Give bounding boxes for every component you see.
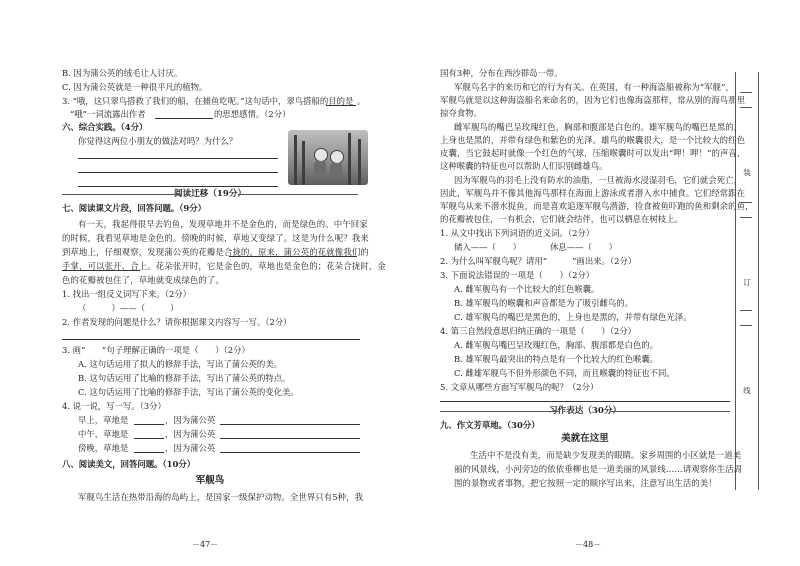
q4-blank[interactable]: [134, 438, 164, 439]
article-line: 这种喉囊的特征也可以帮助人们识别雌雄鸟。: [440, 161, 608, 171]
section-6-question: 你觉得这两位小朋友的做法对吗？为什么？: [78, 136, 238, 146]
passage-line: 到草地上，仔细观察，发现蒲公英的花瓣是合拢的。原来，蒲公英的花就像我们的: [62, 247, 369, 257]
q4-blank[interactable]: [220, 438, 360, 439]
children-illustration: [288, 130, 368, 185]
q4-row-time: 早上，草地是: [78, 415, 129, 425]
answer-line[interactable]: [78, 158, 278, 159]
q4-blank[interactable]: [220, 452, 360, 453]
passage-line: 有一天，我起得很早去钓鱼，发现草地并不是金色的，而是绿色的。中午回家: [78, 219, 368, 229]
article-line: 因此，军舰鸟并不像其他海鸟那样在海面上游泳或者潜入水中捕食。它们经常跟在: [440, 188, 746, 198]
q3-line2-text: “哦”一词流露出作者: [70, 109, 146, 119]
passage-line: 的时候，我看见草地是金色的。傍晚的时候，草地又变绿了。这是为什么呢？我来: [62, 233, 369, 243]
q1-text: 1. 从文中找出下列词语的近义词。（2分）: [440, 228, 595, 238]
underlined-sentence-mark: [62, 270, 140, 271]
article-line: 掠夺食物。: [440, 108, 482, 118]
q4-blank[interactable]: [220, 424, 360, 425]
passage-line: 色的花瓣被包住了，草地就变成绿色的了。: [62, 275, 224, 285]
article-line: 雌军舰鸟的嘴巴呈玫瑰红色，胸部和腹部是白色的。雄军舰鸟的嘴巴是黑的，: [454, 122, 743, 132]
binding-label: 订: [743, 278, 751, 287]
q3-answer-blank-1[interactable]: [326, 105, 356, 106]
binding-label: 线: [743, 386, 751, 395]
q1-text: 1. 找出一组反义词写下来。（2分）: [62, 289, 192, 299]
page-number: －48－: [575, 540, 602, 549]
q4-blank[interactable]: [134, 424, 164, 425]
article-line: 军舰鸟生活在热带沿海的岛屿上，是国家一级保护动物。全世界只有5种，我: [78, 492, 364, 502]
essay-prompt-line: 生活中不是没有美，而是缺少发现美的眼睛。家乡周围的小区就是一道美: [470, 450, 742, 460]
q4-row-time: 中午，草地是: [78, 429, 129, 439]
q4-row-reason: ，因为蒲公英: [165, 443, 216, 453]
article-line: 因为军舰鸟的羽毛上没有防水的油脂，一旦被海水浸湿羽毛，它们就会死亡，: [454, 175, 743, 185]
q3-line1-end: 。: [357, 96, 366, 106]
q5-option-b: B. 因为蒲公英的绒毛让人讨厌。: [62, 68, 183, 78]
q1-pair[interactable]: 储入——（ ）: [454, 242, 521, 252]
q2-text: 2. 作者发现的问题是什么？请你根据课文内容写一写。（2分）: [62, 317, 292, 327]
q4-option-c: C. 雌雄军舰鸟不但外形颜色不同，而且喉囊的特征也不同。: [454, 368, 675, 378]
q3-line1-text: 3. “哦，这只翠鸟搭救了我们的船，在捕鱼吃呢。”这句话中，翠鸟搭船的目的是: [62, 96, 354, 106]
q3-option-b: B. 雄军舰鸟的喉囊和声音都是为了吸引雌鸟的。: [454, 298, 633, 308]
q4-row-time: 傍晚，草地是: [78, 443, 129, 453]
answer-line[interactable]: [78, 172, 278, 173]
q4-text: 4. 第三自然段意思归纳正确的一项是（ ）（2分）: [440, 326, 637, 336]
answer-line[interactable]: [78, 186, 278, 187]
section-6-title: 六、综合实践。（4分）: [62, 122, 148, 132]
q3-text: 3. 下面说法错误的一项是（ ）（2分）: [440, 270, 595, 280]
article-line: 的花瓣被包住，一有机会，它们就会结伴，也可以栖息在树枝上。: [440, 214, 683, 224]
q4-row-reason: ，因为蒲公英: [165, 415, 216, 425]
q5-text: 5. 文章从哪些方面写军舰鸟的呢？（2分）: [440, 382, 599, 392]
article-line: 上身也是黑的，并带有绿色和紫色的光泽。雄鸟的喉囊很大，是一个比较大的红色: [440, 135, 746, 145]
answer-line[interactable]: [62, 339, 360, 340]
essay-title: 美就在这里: [561, 433, 609, 444]
q3-answer-blank-2[interactable]: [155, 118, 213, 119]
section-7-title: 七、阅读课文片段，回答问题。（9分）: [62, 203, 207, 213]
binding-mark: [740, 310, 752, 326]
q3-option-b: B. 这句话运用了比喻的修辞手法，写出了蒲公英的特点。: [78, 373, 291, 383]
q2-text: 2. 为什么叫军舰鸟呢？请用“ ”画出来。（2分）: [440, 256, 637, 266]
q3-option-a: A. 这句话运用了拟人的修辞手法，写出了蒲公英的美。: [78, 359, 282, 369]
q4-option-b: B. 雄军舰鸟最突出的特点是有一个比较大的红色喉囊。: [454, 354, 659, 364]
q1-pair[interactable]: 休息——（ ）: [550, 242, 617, 252]
binding-strip: [735, 72, 759, 490]
q1-blank[interactable]: （ ）——（ ）: [78, 303, 179, 313]
answer-line[interactable]: [440, 401, 730, 402]
article-line: 国有3种，分布在西沙群岛一带。: [440, 68, 563, 78]
underlined-sentence-mark: [229, 256, 357, 257]
q4-row-reason: ，因为蒲公英: [165, 429, 216, 439]
passage-line: 手掌，可以张开、合上。花朵张开时，它是金色的，草地也是金色的；花朵合拢时，金: [62, 261, 386, 271]
q3-option-a: A. 雌军舰鸟有一个比较大的红色喉囊。: [454, 284, 600, 294]
q4-head: 4. 说一说，写一写。（3分）: [62, 401, 166, 411]
article-line: 皮囊，当它鼓起时就像一个红色的气球，压缩喉囊时可以发出“呷！呷！”的声音，: [440, 148, 746, 158]
writing-section-bar: 习作表达（30分）: [440, 405, 730, 417]
q3-option-c: C. 这句话运用了比喻的修辞手法，写出了蒲公英的变化美。: [78, 387, 299, 397]
binding-mark: [740, 92, 752, 108]
binding-mark: [740, 202, 752, 218]
q3-head: 3. 画“ ”句子理解正确的一项是（ ）（2分）: [62, 345, 250, 355]
article-line: 军舰鸟从来不潜水捉鱼，而是喜欢追逐军舰鸟潜游，捡食被鱼吓跑的鱼和剩余的鱼，: [440, 201, 754, 211]
section-8-title: 八、阅读美文，回答问题。（10分）: [62, 459, 196, 469]
reading-section-bar: 阅读迁移（19分）: [62, 188, 358, 200]
section-9-title: 九、作文芳草地。（30分）: [440, 420, 540, 430]
q5-option-c: C. 因为蒲公英就是一种很平凡的植物。: [62, 82, 208, 92]
q3-line2-end: 的思想感情。（2分）: [214, 109, 291, 119]
article-line: 军舰鸟名字的来历和它的行为有关。在英国，有一种海盗船被称为“军舰”，: [454, 82, 734, 92]
essay-prompt-line: 丽的风景线，小河旁边的依依垂柳也是一道美丽的风景线……请观察你生活周: [454, 464, 743, 474]
q3-option-c: C. 雄军舰鸟的嘴巴是黑色的，上身也是黑的，并带有绿色光泽。: [454, 312, 692, 322]
article-line: 军舰鸟就是以这种海盗船名来命名的，因为它们也像海盗那样，常从别的海鸟那里: [440, 95, 746, 105]
q4-blank[interactable]: [134, 452, 164, 453]
page-number: －47－: [192, 540, 219, 549]
q4-option-a: A. 雌军舰鸟嘴巴呈玫瑰红色，胸部、腹部都是白色的。: [454, 340, 658, 350]
essay-prompt-line: 围的景物或者事物，把它按照一定的顺序写出来，注意写出生活的美！: [454, 478, 717, 488]
article-title: 军舰鸟: [195, 475, 225, 486]
binding-label: 装: [743, 168, 751, 177]
